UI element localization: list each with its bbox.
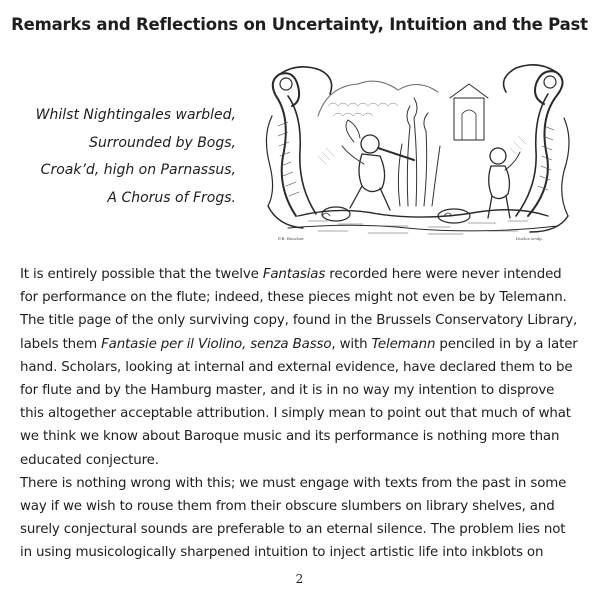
body-line	[20, 379, 586, 402]
body-line	[20, 286, 586, 309]
body-line	[20, 309, 586, 332]
engraving-signature-left: F.B. Boucher	[278, 236, 304, 241]
text-run: , with	[331, 336, 372, 352]
body-line	[20, 333, 586, 356]
body-line	[20, 541, 586, 564]
text-run: educated conjecture.	[20, 452, 159, 468]
rococo-engraving-image	[258, 56, 576, 244]
body-line	[20, 518, 586, 541]
text-run: hand. Scholars, looking at internal and external evidence, have declared them to be	[20, 359, 573, 375]
text-run: this altogether acceptable attribution. I simply mean to point out that much of what	[20, 406, 571, 422]
text-run: surely conjectural sounds are preferable to an eternal silence. The problem lies not	[20, 522, 566, 538]
poem-line: Whilst Nightingales warbled,	[35, 107, 236, 123]
engraving-signature-right: Duclos sculp.	[516, 236, 544, 241]
poem-line: Surrounded by Bogs,	[89, 134, 236, 151]
page-title: Remarks and Reflections on Uncertainty, Intuition and the Past	[11, 15, 588, 34]
poem-line: A Chorus of Frogs.	[107, 189, 236, 206]
text-run: in using musicologically sharpened intuition to inject artistic life into inkblots on	[20, 545, 544, 561]
text-run: labels them	[20, 336, 102, 352]
body-line	[20, 263, 586, 286]
text-run: The title page of the only surviving copy, found in the Brussels Conservatory Library,	[20, 313, 578, 329]
epigraph-poem	[16, 102, 236, 212]
italic-text: Fantasie per il Violino, senza Basso	[101, 336, 332, 352]
text-run: for performance on the flute; indeed, these pieces might not even be by Telemann.	[20, 290, 567, 306]
text-run: way if we wish to rouse them from their obscure slumbers on library shelves, and	[20, 499, 555, 515]
body-line	[20, 472, 586, 495]
text-run: we think we know about Baroque music and its performance is nothing more than	[20, 429, 560, 445]
body-text	[20, 263, 586, 565]
text-run: for flute and by the Hamburg master, and it is in no way my intention to disprove	[20, 383, 555, 399]
body-line	[20, 425, 586, 448]
body-line	[20, 449, 586, 472]
italic-text: Telemann	[371, 336, 436, 352]
text-run: penciled in by a later	[435, 336, 578, 352]
text-run: recorded here were never intended	[325, 267, 562, 282]
text-run: It is entirely possible that the twelve	[20, 267, 263, 282]
page-number: 2	[295, 572, 304, 586]
body-line	[20, 356, 586, 379]
poem-line: Croak’d, high on Parnassus,	[40, 162, 236, 178]
text-run: There is nothing wrong with this; we must engage with texts from the past in some	[20, 475, 567, 491]
body-line	[20, 402, 586, 425]
italic-text: Fantasias	[262, 267, 326, 282]
body-line	[20, 495, 586, 518]
